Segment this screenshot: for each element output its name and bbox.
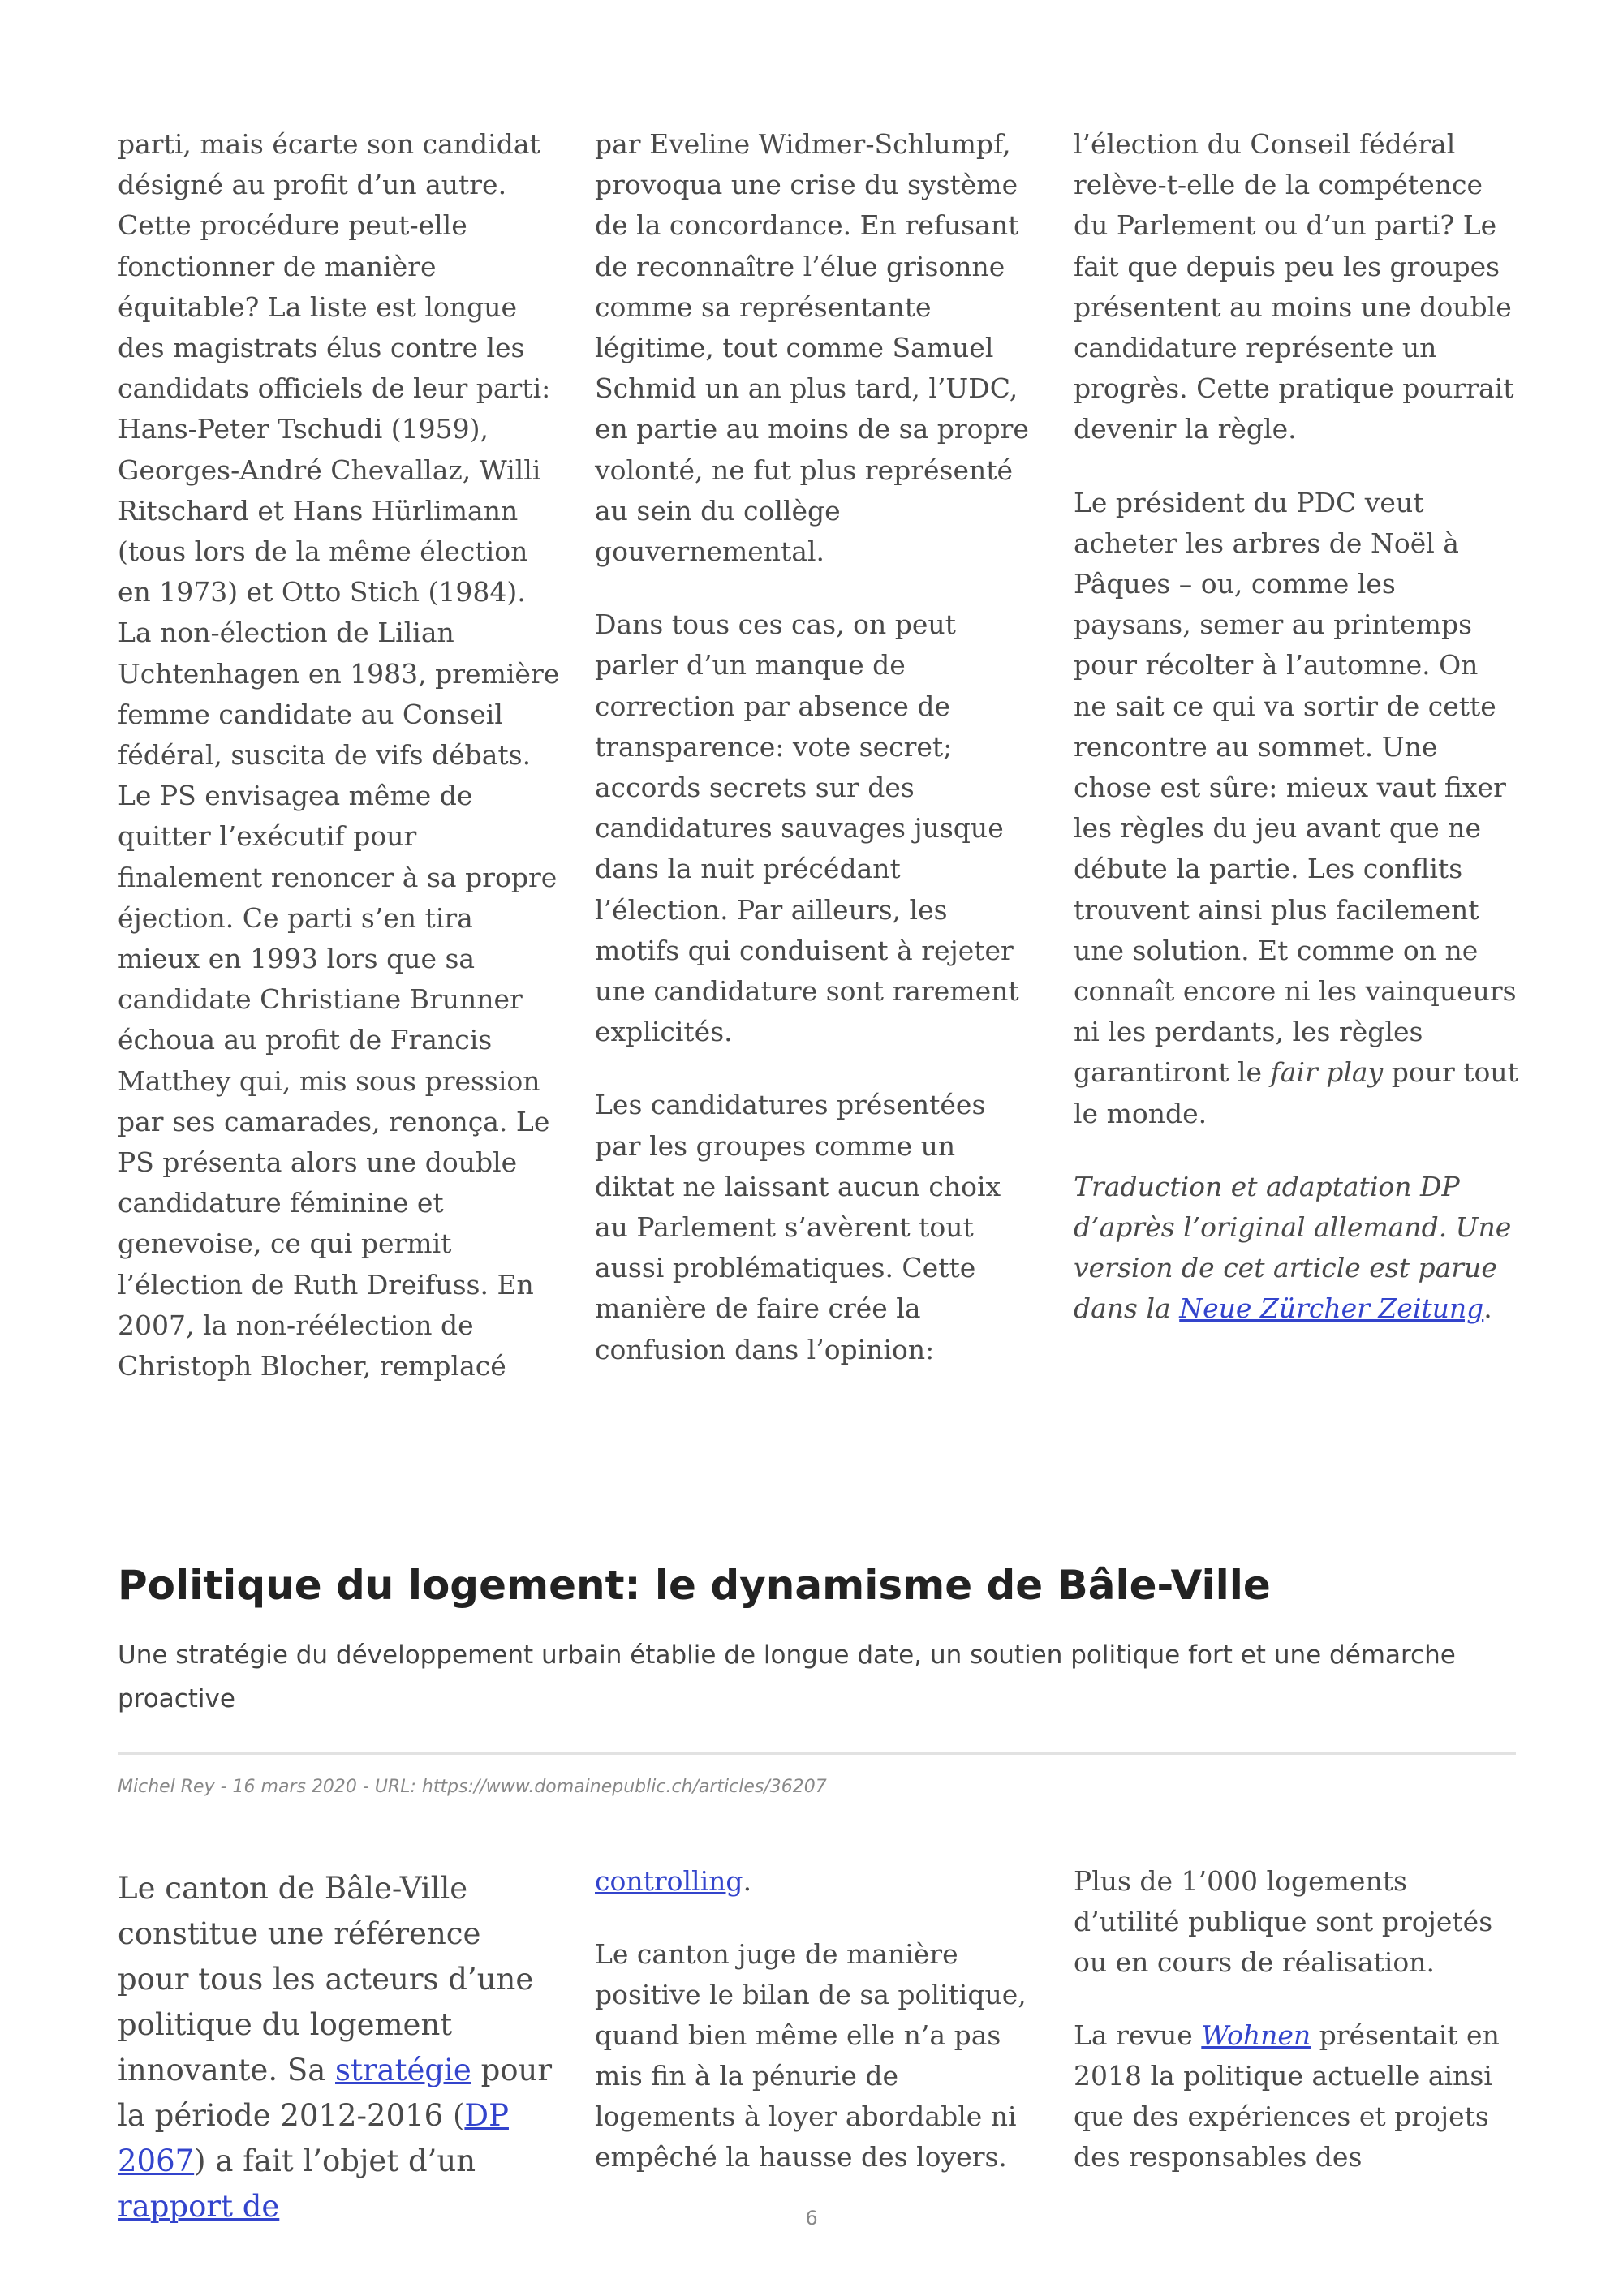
text: ) a fait l’objet d’un [194, 2143, 476, 2178]
article1-column-1 [118, 124, 560, 1419]
paragraph [118, 1866, 560, 2229]
text: La revue [1074, 2019, 1202, 2051]
paragraph: l’élection du Conseil fédéral relève-t-elle de la compétence du Parlement ou d’un parti? Le fait que depuis peu les groupes présentent au moins une double candidature représente un progrès. Cette pratique pourrait devenir la règle. [1074, 128, 1514, 445]
paragraph [1074, 483, 1518, 1134]
text: . [743, 1865, 752, 1897]
article-title: Politique du logement: le dynamisme de Bâle-Ville [118, 1562, 1271, 1609]
article-subtitle: Une stratégie du développement urbain établie de longue date, un soutien politique fort et une démarche proactive [118, 1640, 1456, 1713]
text: Le canton de Bâle-Ville constitue une référence pour tous les acteurs d’une politique du logement innovante. Sa [118, 1871, 534, 2087]
text: . [1483, 1292, 1492, 1325]
strategie-link[interactable]: stratégie [335, 2053, 471, 2087]
wohnen-link[interactable]: Wohnen [1201, 2019, 1311, 2051]
paragraph [1074, 2015, 1518, 2178]
text: pour tout le monde. [1074, 1056, 1518, 1129]
paragraph: Le canton juge de manière positive le bilan de sa politique, quand bien même elle n’a pas mis fin à la pénurie de logements à loyer abordable ni empêché la hausse des loyers. [595, 1938, 1027, 2173]
text: pour la période 2012-2016 ( [118, 2053, 553, 2133]
paragraph: par Eveline Widmer-Schlumpf, provoqua une crise du système de la concordance. En refusant de reconnaître l’élue grisonne comme sa représentante légitime, tout comme Samuel Schmid un an plus tard, l’UDC, en partie au moins de sa propre volonté, ne fut plus représenté au sein du collège gouvernemental. [595, 128, 1029, 568]
paragraph: Dans tous ces cas, on peut parler d’un manque de correction par absence de transparence: vote secret; accords secrets sur des candidatures sauvages jusque dans la nuit précédant l’élection. Par ailleurs, les motifs qui conduisent à rejeter une candidature sont rarement explicités. [595, 608, 1019, 1048]
paragraph: parti, mais écarte son candidat désigné au profit d’un autre. Cette procédure peut-elle fonctionner de manière équitable? La liste est longue des magistrats élus contre les candidats officiels de leur parti: Hans-Peter Tschudi (1959), Georges-André Chevallaz, Willi Ritschard et Hans Hürlimann (tous lors de la même élection en 1973) et Otto Stich (1984). La non-élection de Lilian Uchtenhagen en 1983, première femme candidate au Conseil fédéral, suscita de vifs débats. Le PS envisagea même de quitter l’exécutif pour finalement renoncer à sa propre éjection. Ce parti s’en tira mieux en 1993 lors que sa candidate Christiane Brunner échoua au profit de Francis Matthey qui, mis sous pression par ses camarades, renonça. Le PS présenta alors une double candidature féminine et genevoise, ce qui permit l’élection de Ruth Dreifuss. En 2007, la non-réélection de Christoph Blocher, remplacé [118, 128, 560, 1382]
dp-2067-link[interactable]: DP 2067 [118, 2098, 509, 2178]
nzz-link[interactable]: Neue Zürcher Zeitung [1179, 1292, 1484, 1325]
rapport-link[interactable]: rapport de [118, 2189, 280, 2224]
paragraph: Plus de 1’000 logements d’utilité publique sont projetés ou en cours de réalisation. [1074, 1865, 1493, 1978]
article-meta: Michel Rey - 16 mars 2020 - URL: https://www.domainepublic.ch/articles/36207 [118, 1777, 827, 1797]
article1-column-3 [1074, 124, 1518, 1362]
translation-note [1074, 1167, 1518, 1330]
article1-column-2 [595, 124, 1040, 1403]
paragraph [595, 1861, 1040, 1902]
paragraph: Les candidatures présentées par les groupes comme un diktat ne laissant aucun choix au Parlement s’avèrent tout aussi problématiques. Cette manière de faire crée la confusion dans l’opinion: [595, 1089, 1001, 1365]
article2-column-3 [1074, 1861, 1518, 2210]
text: Traduction et adaptation DP d’après l’original allemand. Une version de cet article est parue dans la [1074, 1170, 1512, 1325]
page-number: 6 [805, 2207, 818, 2229]
article2-column-1 [118, 1866, 560, 2262]
text: Le président du PDC veut acheter les arbres de Noël à Pâques – ou, comme les paysans, semer au printemps pour récolter à l’automne. On ne sait ce qui va sortir de cette rencontre au sommet. Une chose est sûre: mieux vaut fixer les règles du jeu avant que ne débute la partie. Les conflits trouvent ainsi plus facilement une solution. Et comme on ne connaît encore ni les vainqueurs ni les perdants, les règles garantiront le [1074, 486, 1517, 1089]
divider [118, 1752, 1516, 1755]
article2-column-2 [595, 1861, 1040, 2210]
controlling-link[interactable]: controlling [595, 1865, 743, 1897]
text: présentait en 2018 la politique actuelle ainsi que des expériences et projets des responsables des [1074, 2019, 1500, 2173]
emphasis: fair play [1270, 1056, 1384, 1089]
